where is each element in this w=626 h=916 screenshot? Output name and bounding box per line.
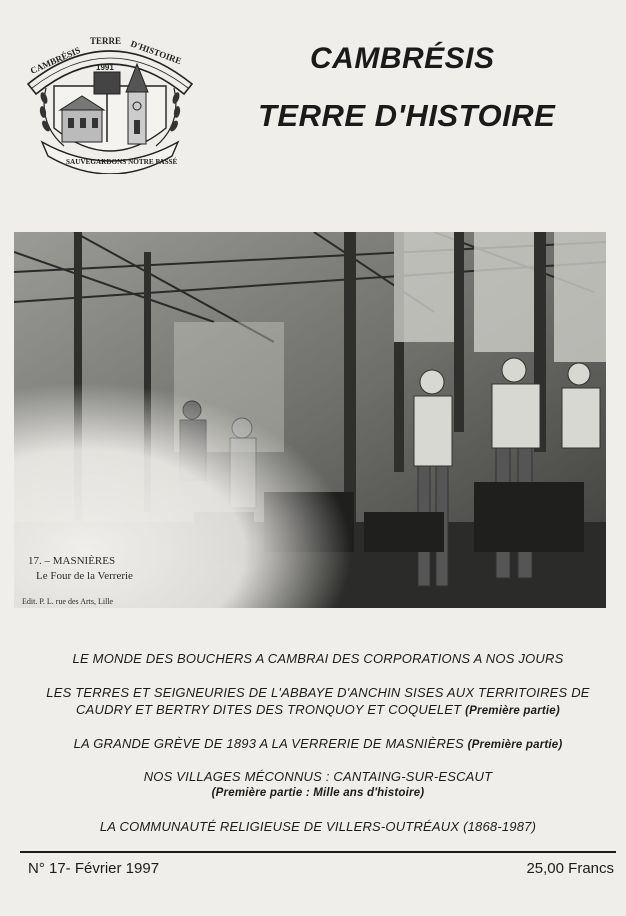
article-3-title: LA GRANDE GRÈVE DE 1893 A LA VERRERIE DE MASNIÈRES xyxy=(73,736,464,751)
article-4-title: NOS VILLAGES MÉCONNUS : CANTAING-SUR-ESCAUT xyxy=(143,769,493,784)
issue-price: 25,00 Francs xyxy=(526,860,614,877)
cover-photo xyxy=(14,232,606,608)
magazine-title-line2: TERRE D'HISTOIRE xyxy=(258,98,556,133)
caption-number: 17. – MASNIÈRES xyxy=(28,555,116,567)
article-5-title: LA COMMUNAUTÉ RELIGIEUSE DE VILLERS-OUTRÉAUX (1868-1987) xyxy=(99,819,537,834)
caption-title: Le Four de la Verrerie xyxy=(36,570,133,582)
emblem-motto: SAUVEGARDONS NOTRE PASSÉ xyxy=(66,158,178,166)
emblem-graphic xyxy=(24,24,196,174)
magazine-title-line1: CAMBRÉSIS xyxy=(310,42,495,75)
issue-number: N° 17- Février 1997 xyxy=(28,860,160,877)
emblem-year: 1991 xyxy=(96,63,114,72)
article-4 xyxy=(20,768,616,802)
article-1 xyxy=(20,650,616,667)
article-3-sub: (Première partie) xyxy=(467,739,563,751)
article-2-sub: (Première partie) xyxy=(465,705,560,717)
article-3 xyxy=(20,735,616,754)
article-5 xyxy=(20,818,616,835)
emblem-arc-left: CAMBRÉSIS xyxy=(28,44,82,76)
caption-publisher: Edit. P. L. rue des Arts, Lille xyxy=(22,597,114,606)
article-4-sub: (Première partie : Mille ans d'histoire) xyxy=(211,787,425,799)
footer-divider xyxy=(20,851,616,853)
glassworks-photo xyxy=(14,232,606,608)
emblem-logo xyxy=(24,24,196,174)
article-2-title: LES TERRES ET SEIGNEURIES DE L'ABBAYE D'ANCHIN SISES AUX TERRITOIRES DE CAUDRY ET BERTRY DITES DES TRONQUOY ET COQUELET xyxy=(46,685,590,717)
article-1-title: LE MONDE DES BOUCHERS A CAMBRAI DES CORPORATIONS A NOS JOURS xyxy=(72,651,564,666)
emblem-arc-right: D'HISTOIRE xyxy=(129,38,183,67)
emblem-arc-mid: TERRE xyxy=(90,36,122,46)
article-2 xyxy=(20,684,616,720)
